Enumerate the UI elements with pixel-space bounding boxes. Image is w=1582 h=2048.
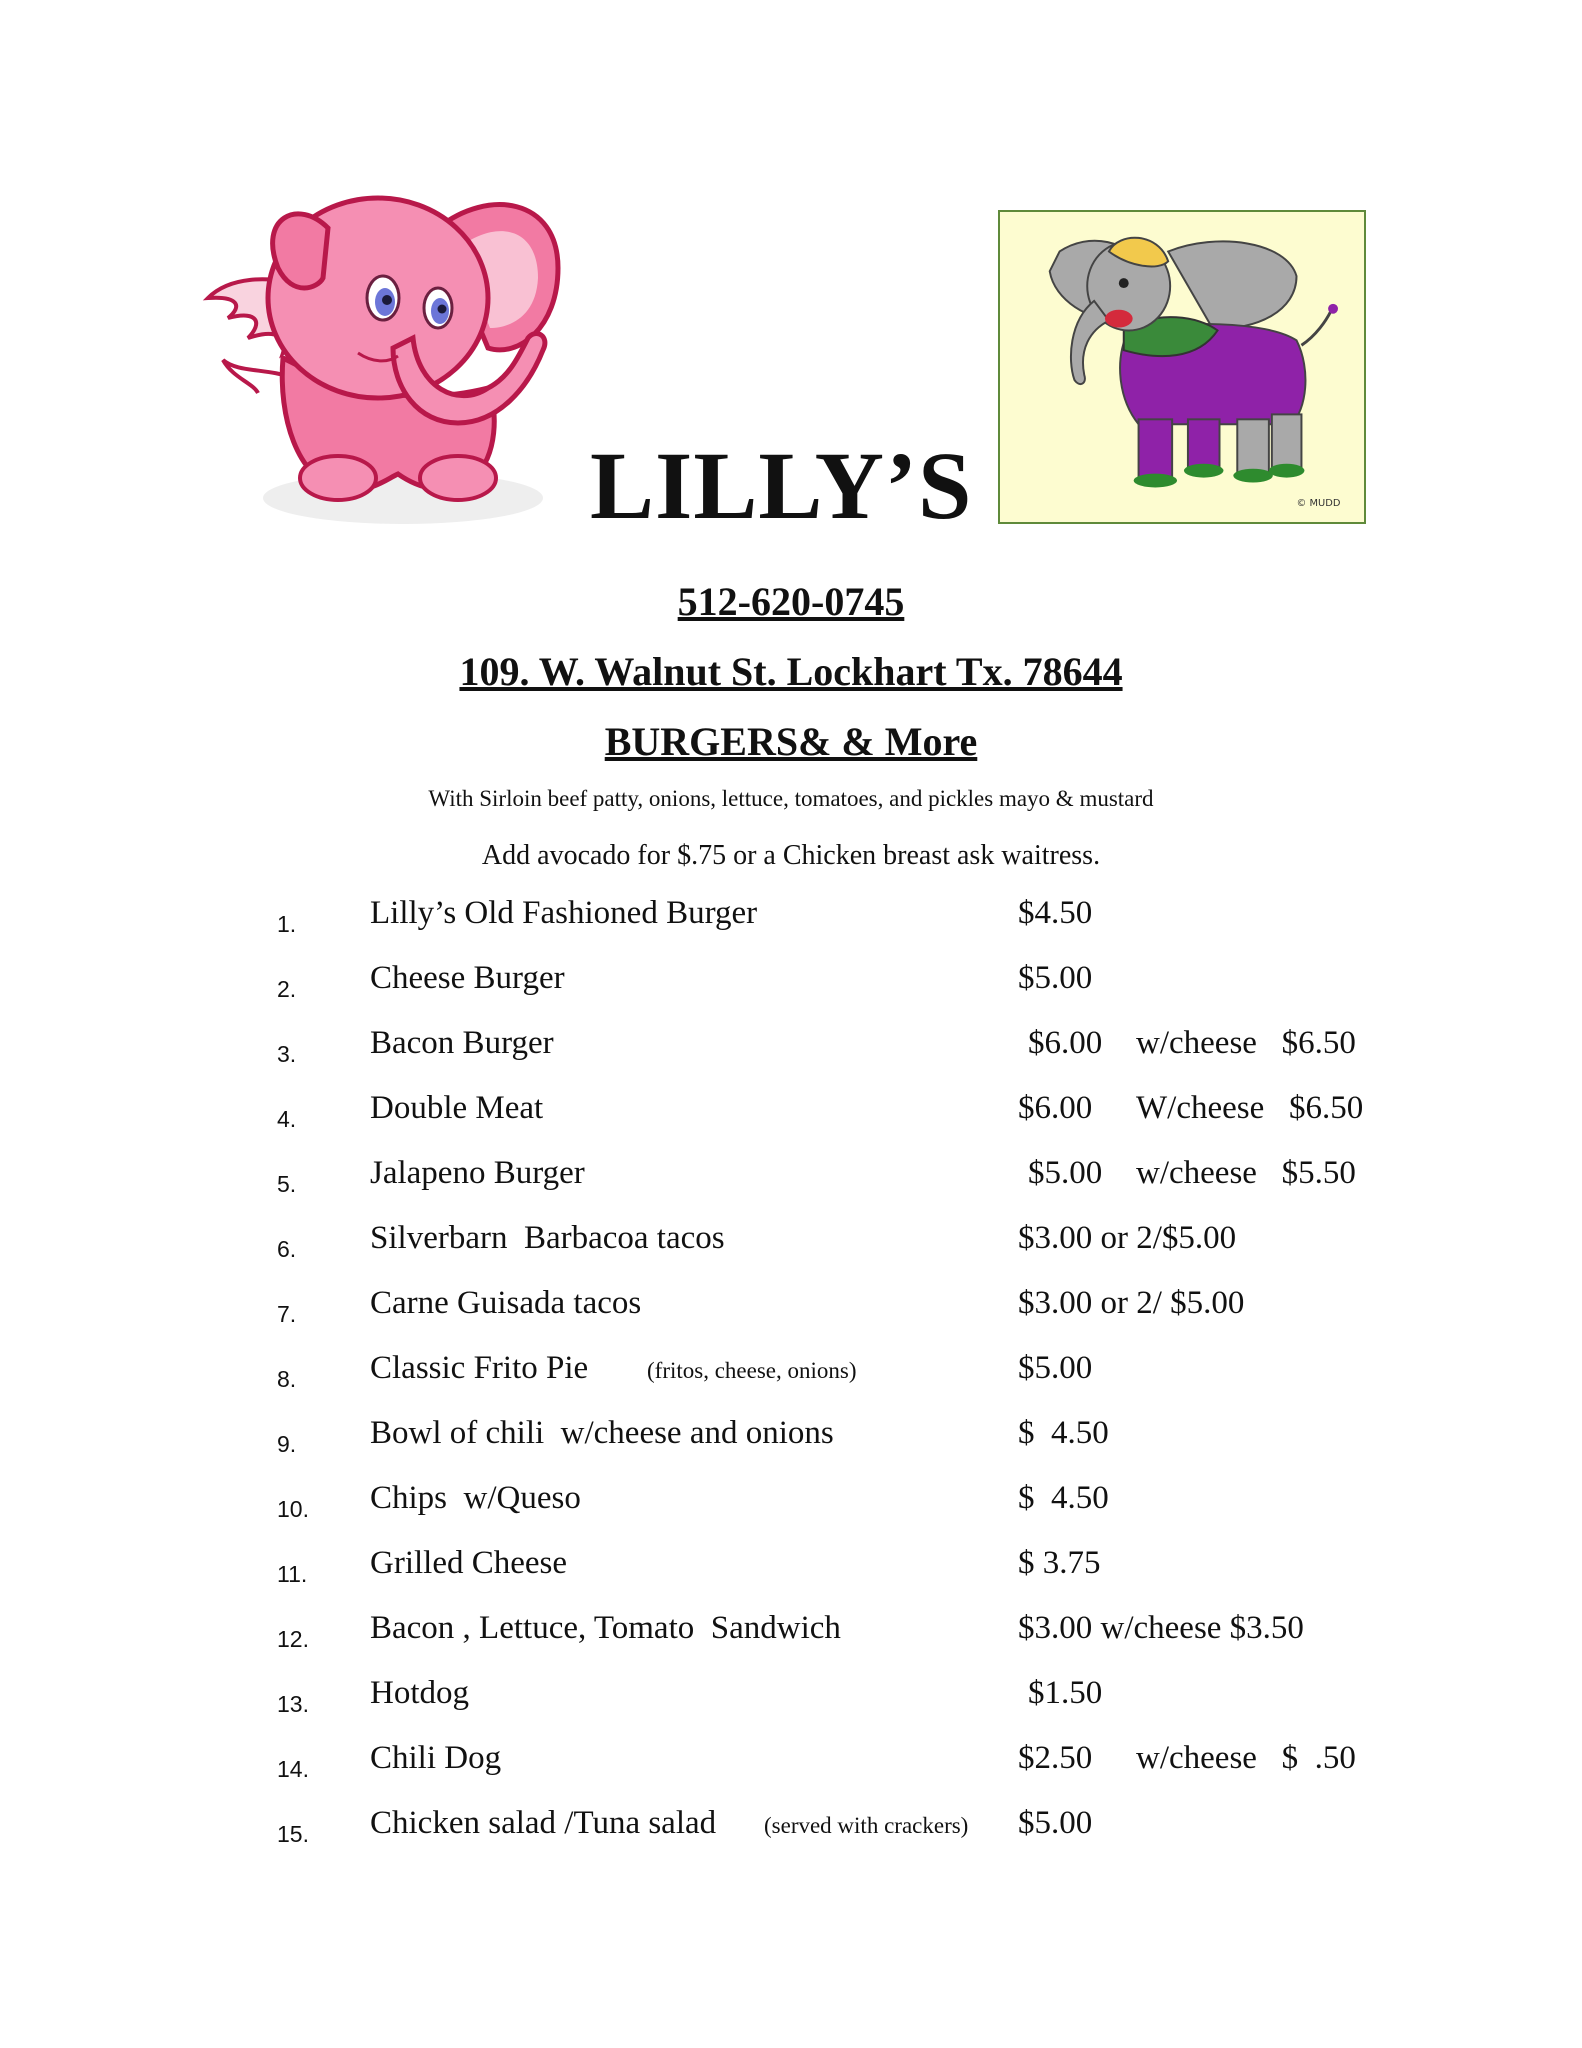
item-price: $6.00 [1018, 1090, 1093, 1126]
item-number: 4. [277, 1106, 297, 1132]
menu-item [0, 1220, 1582, 1280]
item-name: Chicken salad /Tuna salad [370, 1805, 717, 1841]
addon-note: Add avocado for $.75 or a Chicken breast ask waitress. [481, 840, 1101, 871]
item-cheese-price: w/cheese $6.50 [1136, 1025, 1356, 1061]
artist-signature: © MUDD [1296, 498, 1341, 510]
pink-winged-elephant-icon [198, 178, 600, 532]
item-number: 6. [277, 1236, 297, 1262]
item-name: Double Meat [370, 1090, 544, 1126]
item-number: 7. [277, 1301, 297, 1327]
burger-description: With Sirloin beef patty, onions, lettuce, tomatoes, and pickles mayo & mustard [428, 786, 1154, 811]
item-cheese-price: w/cheese $ .50 [1136, 1740, 1356, 1776]
item-price: $ 4.50 [1018, 1415, 1109, 1451]
item-note: (served with crackers) [764, 1813, 969, 1838]
item-price: $1.50 [1028, 1675, 1103, 1711]
menu-item [0, 1025, 1582, 1085]
menu-item [0, 1675, 1582, 1735]
item-price: $3.00 or 2/$5.00 [1018, 1220, 1237, 1256]
item-number: 8. [277, 1366, 297, 1392]
address: 109. W. Walnut St. Lockhart Tx. 78644 [459, 649, 1123, 694]
item-name: Cheese Burger [370, 960, 565, 996]
item-price: $5.00 [1018, 1350, 1093, 1386]
item-name: Silverbarn Barbacoa tacos [370, 1220, 725, 1256]
menu-item [0, 1805, 1582, 1865]
menu-item [0, 960, 1582, 1020]
item-name: Grilled Cheese [370, 1545, 568, 1581]
menu-item [0, 1480, 1582, 1540]
item-name: Hotdog [370, 1675, 469, 1711]
item-number: 11. [277, 1561, 308, 1587]
item-number: 9. [277, 1431, 297, 1457]
item-name: Carne Guisada tacos [370, 1285, 642, 1321]
item-price: $6.00 [1028, 1025, 1103, 1061]
item-price: $5.00 [1018, 1805, 1093, 1841]
item-name: Chili Dog [370, 1740, 502, 1776]
item-price: $3.00 or 2/ $5.00 [1018, 1285, 1245, 1321]
item-note: (fritos, cheese, onions) [647, 1358, 857, 1383]
restaurant-title: LILLY’S [590, 432, 973, 539]
item-cheese-price: w/cheese $5.50 [1136, 1155, 1356, 1191]
item-name: Bacon Burger [370, 1025, 554, 1061]
section-heading: BURGERS& & More [604, 719, 978, 764]
item-name: Chips w/Queso [370, 1480, 581, 1516]
item-number: 13. [277, 1691, 309, 1717]
item-number: 10. [277, 1496, 309, 1522]
menu-item [0, 895, 1582, 955]
item-cheese-price: W/cheese $6.50 [1136, 1090, 1364, 1126]
menu-item [0, 1545, 1582, 1605]
item-price: $2.50 [1018, 1740, 1093, 1776]
item-price: $4.50 [1018, 895, 1093, 931]
menu-item [0, 1090, 1582, 1150]
item-name: Lilly’s Old Fashioned Burger [370, 895, 758, 931]
menu-item [0, 1350, 1582, 1410]
menu-item [0, 1155, 1582, 1215]
item-price: $ 3.75 [1018, 1545, 1101, 1581]
item-price: $ 4.50 [1018, 1480, 1109, 1516]
menu-item [0, 1740, 1582, 1800]
item-price: $3.00 w/cheese $3.50 [1018, 1610, 1304, 1646]
gray-elephant-image [998, 210, 1366, 524]
phone-number: 512-620-0745 [677, 579, 905, 624]
menu-item [0, 1610, 1582, 1670]
item-number: 3. [277, 1041, 297, 1067]
menu-item [0, 1415, 1582, 1475]
item-number: 15. [277, 1821, 309, 1847]
item-number: 2. [277, 976, 297, 1002]
item-price: $5.00 [1028, 1155, 1103, 1191]
item-name: Bacon , Lettuce, Tomato Sandwich [370, 1610, 841, 1646]
item-name: Bowl of chili w/cheese and onions [370, 1415, 834, 1451]
item-number: 5. [277, 1171, 297, 1197]
item-number: 1. [277, 911, 297, 937]
gray-elephant-in-purple-outfit-icon [1000, 212, 1364, 522]
item-name: Classic Frito Pie [370, 1350, 589, 1386]
item-price: $5.00 [1018, 960, 1093, 996]
item-number: 14. [277, 1756, 309, 1782]
item-name: Jalapeno Burger [370, 1155, 585, 1191]
menu-item [0, 1285, 1582, 1345]
item-number: 12. [277, 1626, 309, 1652]
